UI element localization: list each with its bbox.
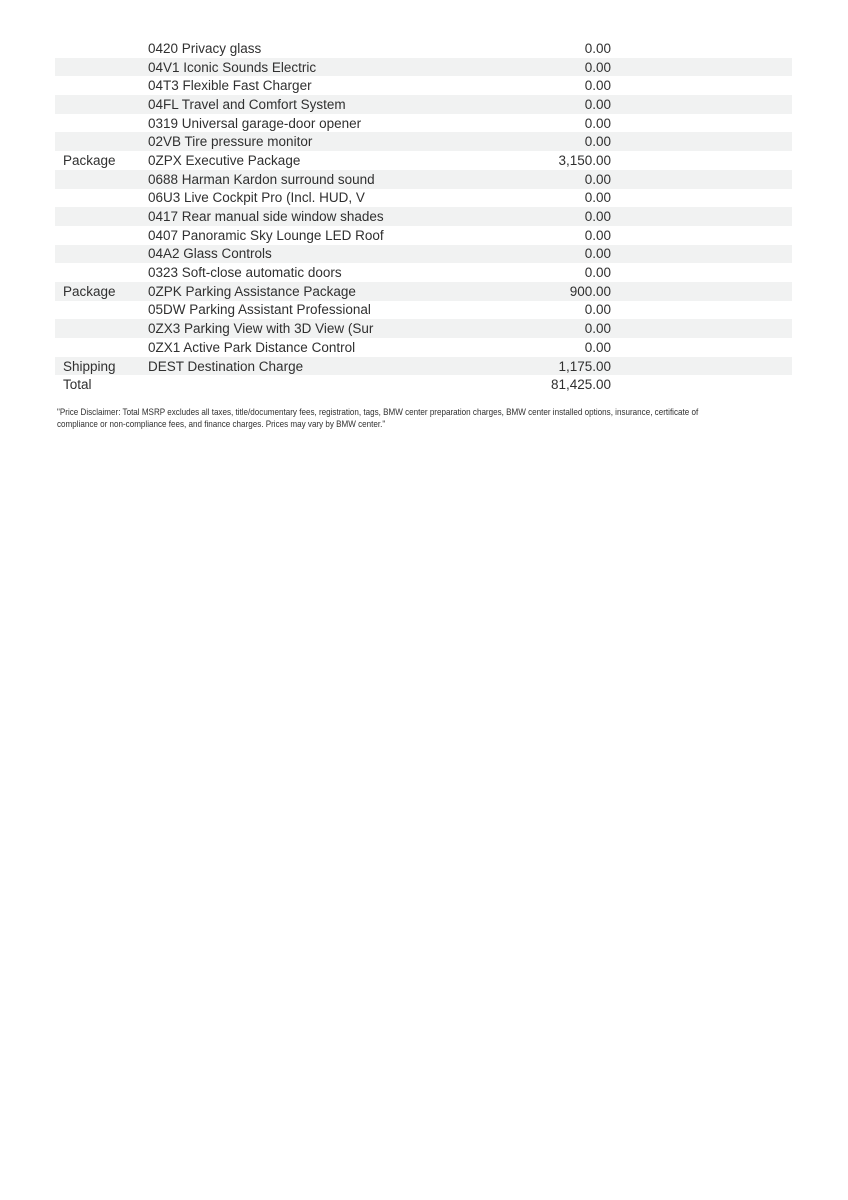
price-disclaimer-line1: "Price Disclaimer: Total MSRP excludes all taxes, title/documentary fees, registration, tags, BMW center preparation charges, BMW center installed options, insurance, certificate of [57,407,699,418]
table-row [55,170,792,189]
table-row [55,245,792,264]
table-row [55,39,792,58]
price-cell: 0.00 [584,302,611,318]
item-cell: 04T3 Flexible Fast Charger [148,78,312,94]
price-cell: 0.00 [584,78,611,94]
item-cell: 0ZX3 Parking View with 3D View (Sur [148,321,374,337]
table-row [55,375,792,394]
price-cell: 0.00 [584,339,611,355]
price-cell: 0.00 [584,265,611,281]
table-row [55,189,792,208]
price-cell: 0.00 [584,59,611,75]
price-cell: 0.00 [584,134,611,150]
table-row [55,301,792,320]
item-cell: DEST Destination Charge [148,358,304,374]
price-disclaimer-line2: compliance or non-compliance fees, and finance charges. Prices may vary by BMW center." [57,418,386,430]
table-row [55,58,792,77]
table-row [55,207,792,226]
item-cell: 04FL Travel and Comfort System [148,96,346,112]
price-cell: 0.00 [584,115,611,131]
category-cell: Total [63,377,92,393]
item-cell: 04A2 Glass Controls [148,246,272,262]
item-cell: 0ZPK Parking Assistance Package [148,283,356,299]
price-cell: 0.00 [584,190,611,206]
price-cell: 81,425.00 [550,377,611,393]
item-cell: 0323 Soft-close automatic doors [148,265,342,281]
price-disclaimer [57,407,805,430]
table-row [55,357,792,376]
price-cell: 0.00 [584,321,611,337]
price-cell: 0.00 [584,40,611,56]
item-cell: 0688 Harman Kardon surround sound [148,171,375,187]
item-cell: 0319 Universal garage-door opener [148,115,362,131]
price-cell: 0.00 [584,209,611,225]
price-cell: 0.00 [584,96,611,112]
item-cell: 0ZPX Executive Package [148,152,301,168]
category-cell: Shipping [63,358,116,374]
table-row [55,132,792,151]
table-row [55,151,792,170]
table-row [55,114,792,133]
options-table [55,39,792,394]
item-cell: 0420 Privacy glass [148,40,262,56]
table-row [55,95,792,114]
table-row [55,76,792,95]
item-cell: 04V1 Iconic Sounds Electric [148,59,317,75]
price-cell: 0.00 [584,227,611,243]
price-cell: 0.00 [584,171,611,187]
table-row [55,282,792,301]
category-cell: Package [63,152,116,168]
category-cell: Package [63,283,116,299]
price-cell: 3,150.00 [558,152,611,168]
item-cell: 0407 Panoramic Sky Lounge LED Roof [148,227,384,243]
item-cell: 06U3 Live Cockpit Pro (Incl. HUD, V [148,190,365,206]
item-cell: 0417 Rear manual side window shades [148,209,384,225]
item-cell: 02VB Tire pressure monitor [148,134,313,150]
table-row [55,319,792,338]
price-cell: 900.00 [569,283,611,299]
item-cell: 05DW Parking Assistant Professional [148,302,371,318]
price-cell: 1,175.00 [558,358,611,374]
item-cell: 0ZX1 Active Park Distance Control [148,339,356,355]
table-row [55,226,792,245]
table-row [55,338,792,357]
table-row [55,263,792,282]
price-cell: 0.00 [584,246,611,262]
